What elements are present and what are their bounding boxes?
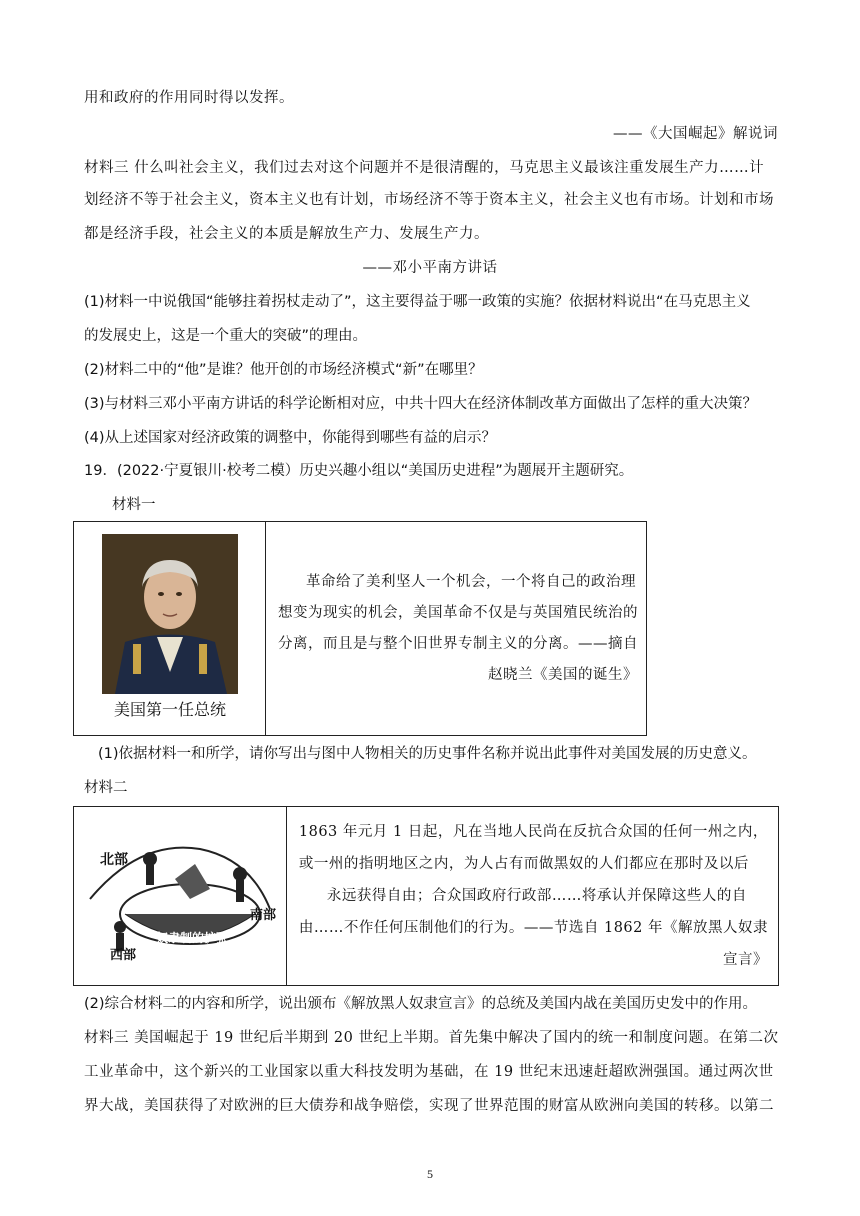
material-3-line: 材料三 美国崛起于 19 世纪后半期到 20 世纪上半期。首先集中解决了国内的统一和制度问题。在第二次: [84, 1030, 779, 1046]
material-1-question: (1)依据材料一和所学，请你写出与图中人物相关的历史事件名称并说出此事件对美国发展的历史意义。: [98, 746, 757, 762]
table-text-line: 赵晓兰《美国的诞生》: [488, 666, 638, 683]
text-line: 划经济不等于社会主义，资本主义也有计划，市场经济不等于资本主义，社会主义也有市场。计划和市场: [84, 192, 774, 208]
portrait-caption: 美国第一任总统: [113, 699, 226, 719]
question-3: (3)与材料三邓小平南方讲话的科学论断相对应，中共十四大在经济体制改革方面做出了怎样的重大决策？: [84, 396, 758, 412]
material-1-label: 材料一: [112, 497, 156, 513]
table-text-line: 想变为现实的机会，美国革命不仅是与英国殖民统治的: [278, 604, 638, 621]
material-3-line: 工业革命中，这个新兴的工业国家以重大科技发明为基础，在 19 世纪末迅速赶超欧洲强国。通过两次世: [84, 1064, 774, 1080]
cartoon-label-north: 北部: [99, 852, 128, 868]
cartoon-label-south: 南部: [249, 908, 276, 923]
material-2-table: [73, 806, 779, 986]
question-19: 19．(2022·宁夏银川·校考二模）历史兴趣小组以“美国历史进程”为题展开主题研究。: [84, 463, 634, 479]
material-1-text-cell: [266, 522, 647, 736]
table-text-line: 宣言》: [723, 952, 768, 968]
table-text-line: 由……不作任何压制他们的行为。——节选自 1862 年《解放黑人奴隶: [298, 920, 768, 936]
page-number: 5: [427, 1167, 433, 1181]
question-2: (2)材料二中的“他”是谁？他开创的市场经济模式“新”在哪里？: [84, 362, 483, 378]
washington-portrait: [95, 532, 245, 722]
source-citation: ——《大国崛起》解说词: [613, 126, 778, 142]
cartoon-cell: [74, 807, 287, 986]
text-line: 用和政府的作用同时得以发挥。: [84, 90, 294, 106]
portrait-cell: [74, 522, 266, 736]
material-3-line: 界大战，美国获得了对欧洲的巨大债券和战争赔偿，实现了世界范围的财富从欧洲向美国的转移。以第二: [84, 1098, 774, 1114]
table-text-line: 永远获得自由；合众国政府行政部……将承认并保障这些人的自: [326, 888, 747, 904]
table-text-line: 革命给了美利坚人一个机会，一个将自己的政治理: [306, 573, 636, 590]
question-1-cont: 的发展史上，这是一个重大的突破”的理由。: [84, 328, 368, 344]
slavery-expansion-cartoon: [80, 819, 280, 969]
text-line: 都是经济手段，社会主义的本质是解放生产力、发展生产力。: [84, 226, 489, 242]
table-text-line: 1863 年元月 1 日起，凡在当地人民尚在反抗合众国的任何一州之内，: [298, 824, 768, 840]
material-1-table: [73, 521, 647, 736]
table-text-line: 分离，而且是与整个旧世界专制主义的分离。——摘自: [278, 635, 638, 652]
table-text-line: 或一州的指明地区之内，为人占有而做黑奴的人们都应在那时及以后: [298, 856, 749, 872]
question-1: (1)材料一中说俄国“能够拄着拐杖走动了”，这主要得益于哪一政策的实施？依据材料说出“在马克思主义: [84, 294, 751, 310]
text-line: 材料三 什么叫社会主义，我们过去对这个问题并不是很清醒的，马克思主义最该注重发展生产力……计: [84, 160, 765, 176]
material-2-text-cell: [286, 807, 778, 986]
cartoon-banner: 奴隶制的扩张: [155, 931, 228, 945]
cartoon-label-west: 西部: [109, 948, 136, 963]
source-citation: ——邓小平南方讲话: [362, 260, 498, 276]
material-2-label: 材料二: [84, 780, 128, 796]
question-4: (4)从上述国家对经济政策的调整中，你能得到哪些有益的启示？: [84, 430, 497, 446]
material-2-question: (2)综合材料二的内容和所学，说出颁布《解放黑人奴隶宣言》的总统及美国内战在美国历史发中的作用。: [84, 996, 758, 1012]
